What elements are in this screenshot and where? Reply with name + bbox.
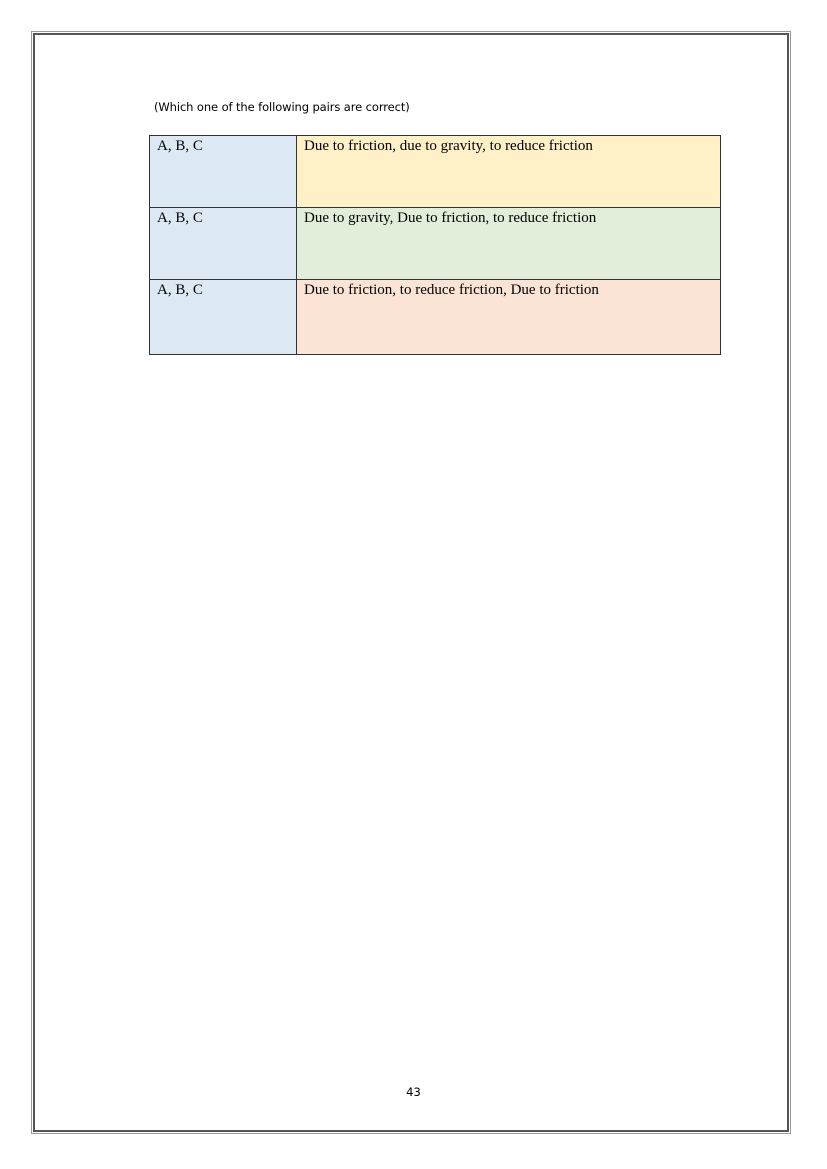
page-number: 43 [406,1085,421,1099]
table-row [150,208,721,280]
table-row [150,280,721,355]
options-table [149,135,721,355]
table-row [150,136,721,208]
option-text-cell: Due to friction, to reduce friction, Due to friction [297,280,721,355]
option-label-cell: A, B, C [150,280,297,355]
option-label-cell: A, B, C [150,136,297,208]
option-label-cell: A, B, C [150,208,297,280]
option-text-cell: Due to friction, due to gravity, to reduce friction [297,136,721,208]
question-prompt: (Which one of the following pairs are correct) [154,100,410,114]
option-text-cell: Due to gravity, Due to friction, to reduce friction [297,208,721,280]
